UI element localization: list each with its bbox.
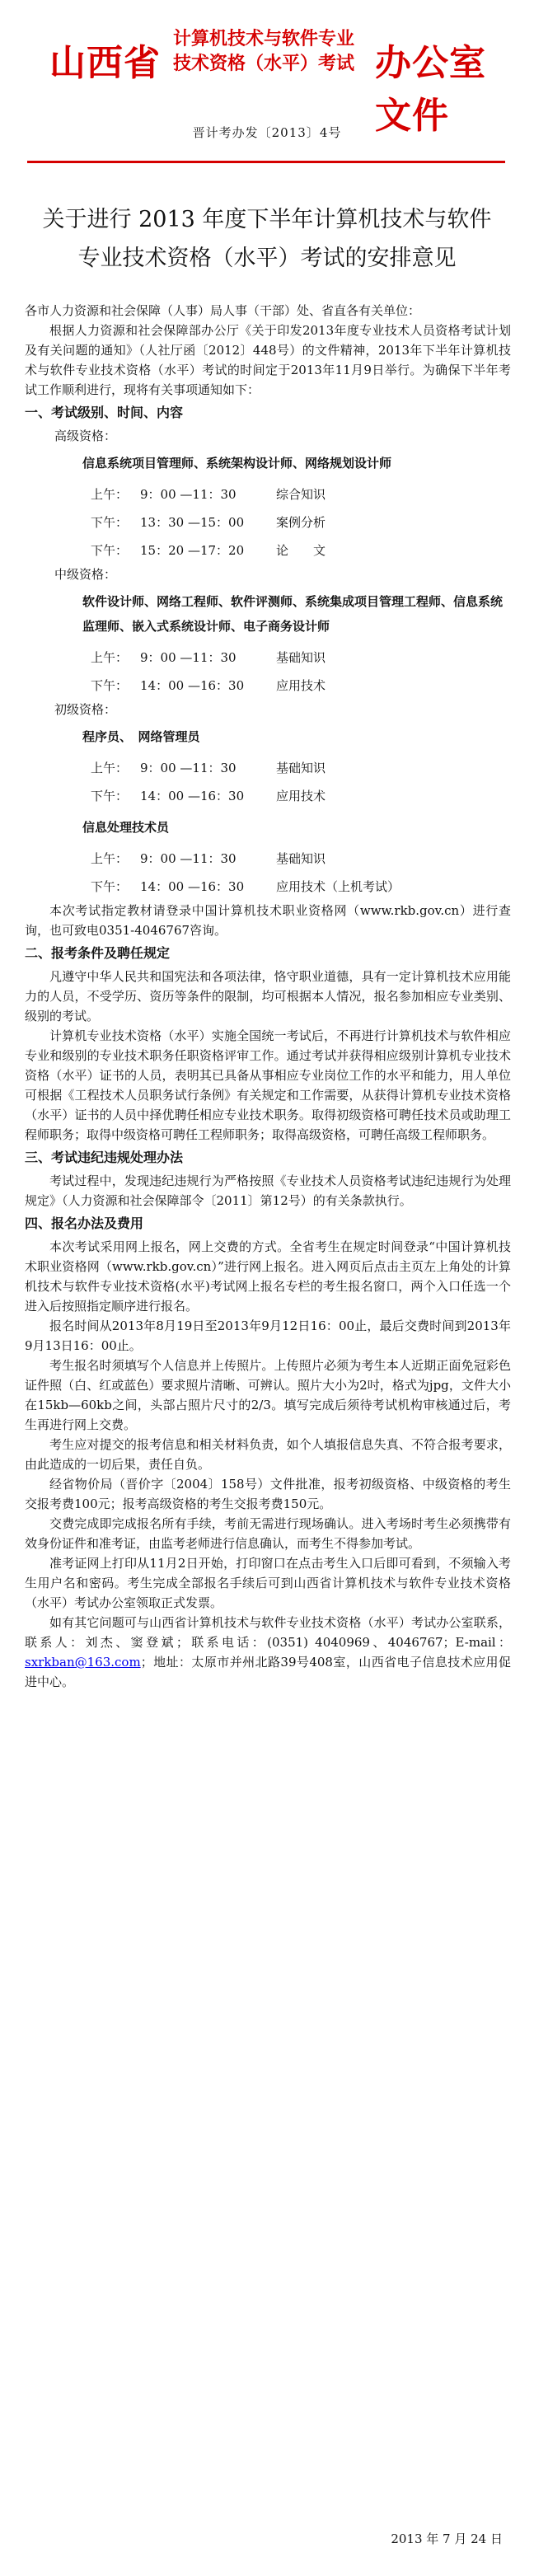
section4-paragraph5: 经省物价局（晋价字〔2004〕158号）文件批准，报考初级资格、中级资格的考生交报考费100元；报考高级资格的考生交报考费150元。: [25, 1477, 511, 1511]
row-time: 14：00 —16：30: [140, 678, 245, 693]
contact-paragraph: [25, 1613, 511, 1692]
schedule-row: [25, 536, 511, 564]
header-office-name: [173, 26, 354, 76]
row-period: 上午：: [91, 487, 129, 502]
row-period: 下午：: [91, 515, 129, 530]
row-subject: 基础知识: [276, 851, 326, 866]
section4-paragraph3: 考生报名时须填写个人信息并上传照片。上传照片必须为考生本人近期正面免冠彩色证件照（白、红或蓝色）要求照片清晰、可辨认。照片大小为2吋，格式为jpg，文件大小在15kb—60kb之间，头部占照片尺寸的2/3。填写完成后须待考试机构审核通过后，考生再进行网上交费。: [25, 1358, 511, 1432]
junior-label: 初级资格：: [54, 702, 117, 717]
textbook-note: 本次考试指定教材请登录中国计算机技术职业资格网（www.rkb.gov.cn）进行查询，也可致电0351-4046767咨询。: [25, 903, 511, 938]
schedule-row: [25, 782, 511, 810]
row-period: 下午：: [91, 678, 129, 693]
row-subject: 综合知识: [276, 487, 326, 502]
row-subject: 案例分析: [276, 515, 326, 530]
middle-group: 软件设计师、网络工程师、软件评测师、系统集成项目管理工程师、信息系统监理师、嵌入式系统设计师、电子商务设计师: [82, 594, 504, 634]
document-body: [25, 301, 511, 1692]
row-time: 9：00 —11：30: [140, 761, 237, 775]
row-subject: 基础知识: [276, 650, 326, 665]
section4-paragraph4: 考生应对提交的报考信息和相关材料负责，如个人填报信息失真、不符合报考要求，由此造成的一切后果，责任自负。: [25, 1437, 511, 1472]
row-period: 上午：: [91, 650, 129, 665]
row-period: 下午：: [91, 789, 129, 803]
schedule-row: [25, 754, 511, 782]
section4-paragraph2: 报名时间从2013年8月19日至2013年9月12日16：00止，最后交费时间到2013年9月13日16：00止。: [25, 1318, 511, 1353]
section4-paragraph7: 准考证网上打印从11月2日开始，打印窗口在点击考生入口后即可看到，不须输入考生用户名和密码。考生完成全部报名手续后可到山西省计算机技术与软件专业技术资格（水平）考试办公室领取正式发票。: [25, 1556, 511, 1610]
row-time: 9：00 —11：30: [140, 851, 237, 866]
row-period: 下午：: [91, 879, 129, 894]
header-office-line1: 计算机技术与软件专业: [173, 28, 355, 49]
section4-heading: 四、报名办法及费用: [25, 1215, 144, 1231]
title-line2: 专业技术资格（水平）考试的安排意见: [77, 246, 457, 271]
addressee: 各市人力资源和社会保障（人事）局人事（干部）处、省直各有关单位：: [25, 303, 421, 318]
document-number: 晋计考办发〔2013〕4号: [192, 125, 342, 140]
schedule-row: [25, 480, 511, 508]
row-subject: 应用技术（上机考试）: [276, 879, 400, 894]
title-line1: 关于进行 2013 年度下半年计算机技术与软件: [42, 207, 492, 232]
header-divider: [27, 161, 505, 163]
row-subject: 基础知识: [276, 761, 326, 775]
schedule-row: [25, 508, 511, 536]
row-period: 上午：: [91, 851, 129, 866]
document-title: [0, 200, 534, 278]
row-time: 14：00 —16：30: [140, 879, 245, 894]
section2-heading: 二、报考条件及聘任规定: [25, 945, 171, 961]
section2-paragraph2: 计算机专业技术资格（水平）实施全国统一考试后，不再进行计算机技术与软件相应专业和级别的专业技术职务任职资格评审工作。通过考试并获得相应级别计算机专业技术资格（水平）证书的人员，表明其已具备从事相应专业岗位工作的水平和能力，用人单位可根据《工程技术人员职务试行条例》有关规定和工作需要，从获得计算机专业技术资格（水平）证书的人员中择优聘任相应专业技术职务。取得初级资格可聘任技术员或助理工程师职务；取得中级资格可聘任工程师职务；取得高级资格，可聘任高级工程师职务。: [25, 1028, 511, 1142]
section4-paragraph6: 交费完成即完成报名所有手续，考前无需进行现场确认。进入考场时考生必须携带有效身份证件和准考证，由监考老师进行信息确认，而考生不得参加考试。: [25, 1516, 511, 1551]
middle-label: 中级资格：: [54, 567, 117, 582]
address-text: ；地址：太原市并州北路39号408室，山西省电子信息技术应用促进中心。: [25, 1655, 511, 1689]
row-period: 上午：: [91, 761, 129, 775]
row-period: 下午：: [91, 543, 129, 558]
row-subject: 论 文: [276, 543, 326, 558]
senior-group: 信息系统项目管理师、系统架构设计师、网络规划设计师: [82, 456, 392, 471]
junior-group1: 程序员、 网络管理员: [82, 729, 200, 744]
intro-paragraph: 根据人力资源和社会保障部办公厅《关于印发2013年度专业技术人员资格考试计划及有关问题的通知》（人社厅函〔2012〕448号）的文件精神，2013年下半年计算机技术与软件专业技术资格（水平）考试的时间定于2013年11月9日举行。为确保下半年考试工作顺利进行，现将有关事项通知如下：: [25, 323, 511, 397]
header-office-line2: 技术资格（水平）考试: [173, 53, 355, 74]
row-time: 9：00 —11：30: [140, 650, 237, 665]
schedule-row: [25, 845, 511, 873]
row-subject: 应用技术: [276, 789, 326, 803]
email-link[interactable]: sxrkban@163.com: [25, 1655, 141, 1670]
schedule-row: [25, 672, 511, 700]
row-time: 13：30 —15：00: [140, 515, 245, 530]
row-time: 15：20 —17：20: [140, 543, 245, 558]
section3-paragraph1: 考试过程中，发现违纪违规行为严格按照《专业技术人员资格考试违纪违规行为处理规定》（人力资源和社会保障部令〔2011〕第12号）的有关条款执行。: [25, 1173, 511, 1208]
contact-text: 如有其它问题可与山西省计算机技术与软件专业技术资格（水平）考试办公室联系，联系人：刘杰、窦登斌；联系电话：(0351) 4040969、4046767；E-mail：: [25, 1615, 511, 1650]
section3-heading: 三、考试违纪违规处理办法: [25, 1150, 184, 1165]
senior-label: 高级资格：: [54, 429, 117, 443]
section2-paragraph1: 凡遵守中华人民共和国宪法和各项法律，恪守职业道德，具有一定计算机技术应用能力的人员，不受学历、资历等条件的限制，均可根据本人情况，报名参加相应专业类别、级别的考试。: [25, 969, 511, 1023]
row-subject: 应用技术: [276, 678, 326, 693]
section1-heading: 一、考试级别、时间、内容: [25, 405, 184, 420]
schedule-row: [25, 644, 511, 672]
section4-paragraph1: 本次考试采用网上报名，网上交费的方式。全省考生在规定时间登录“中国计算机技术职业资格网（www.rkb.gov.cn）”进行网上报名。进入网页后点击主页左上角处的计算机技术与软件专业技术资格(水平)考试网上报名专栏的考生报名窗口，两个入口任选一个进入后按照指定顺序进行报名。: [25, 1239, 511, 1314]
header-province: 山西省: [49, 42, 161, 84]
document-date: 2013 年 7 月 24 日: [391, 2532, 503, 2546]
junior-group2: 信息处理技术员: [82, 820, 170, 835]
row-time: 9：00 —11：30: [140, 487, 237, 502]
row-time: 14：00 —16：30: [140, 789, 245, 803]
schedule-row: [25, 873, 511, 901]
header-document-label: 办公室文件: [375, 42, 486, 137]
